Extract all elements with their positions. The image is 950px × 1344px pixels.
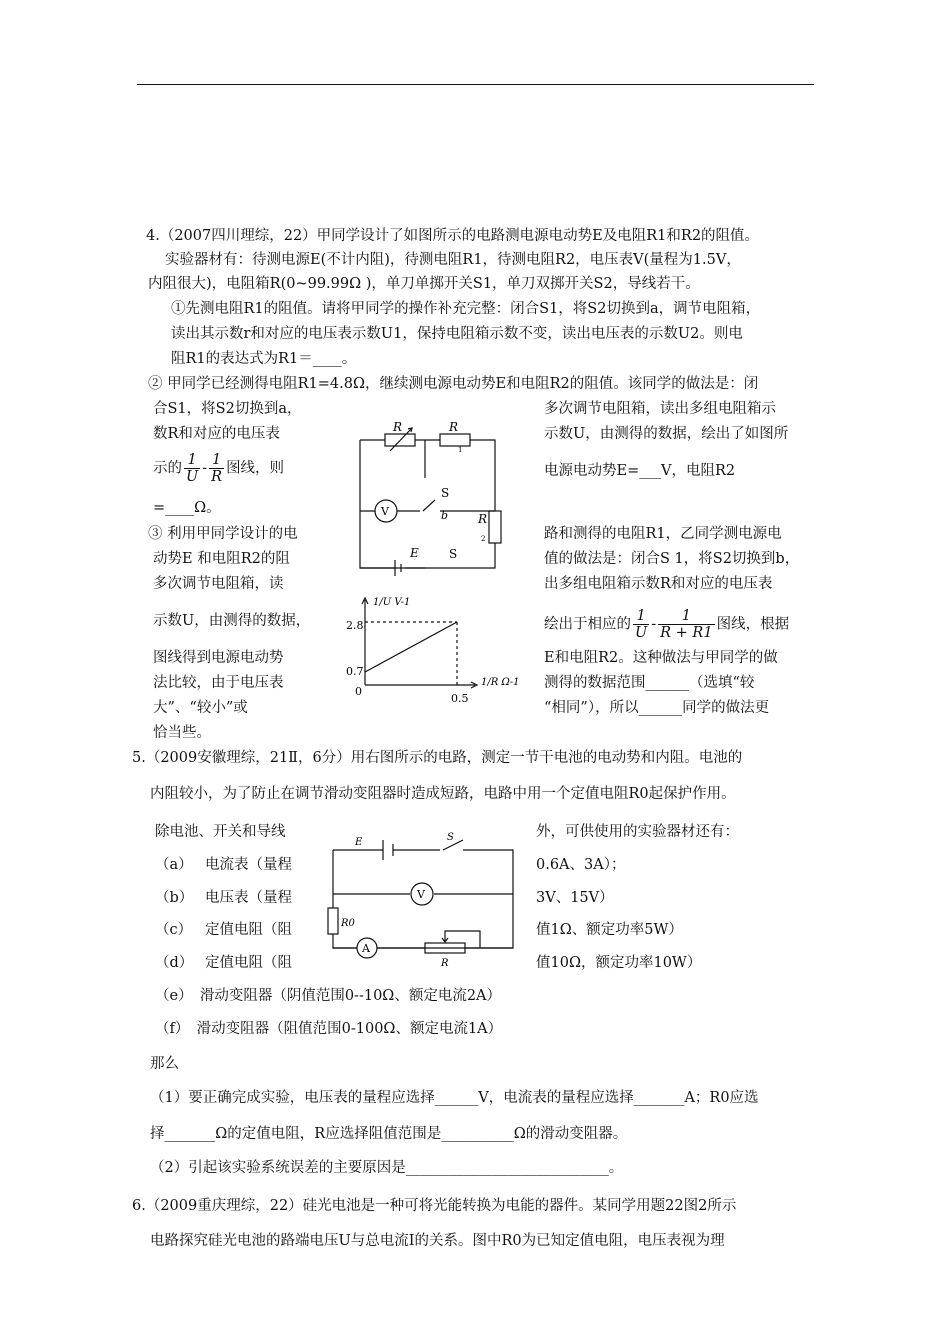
q5-line-3b: 外，可供使用的实验器材还有： [536,824,739,840]
q4-left-2: 数R和对应的电压表 [153,426,280,442]
circuit2-voltmeter-label: V [417,888,425,901]
graph-y-tick-low: 0.7 [346,665,364,678]
circuit1-label-E: E [410,546,419,560]
q6-line-2: 电路探究硅光电池的路端电压U与总电流I的关系。图中R0为已知定值电阻，电压表视为理 [150,1233,725,1249]
q4-line-5: 读出其示数r和对应的电压表示数U1，保持电阻箱示数不变，读出电压表的示数U2。则电 [171,326,743,342]
q4-left-4: =____Ω。 [153,500,221,516]
q5-line-2: 内阻较小，为了防止在调节滑动变阻器时造成短路，电路中用一个定值电阻R0起保护作用。 [150,786,736,802]
q5-item-b-key: （b） [155,890,194,906]
q4-line-7: ② 甲同学已经测得电阻R1=4.8Ω，继续测电源电动势E和电阻R2的阻值。该同学的做法是：闭 [148,376,759,392]
fraction-1-over-U: $\frac{1}{U}$ [186,452,199,485]
fraction-1-over-R-plus-R1: $\frac{1}{R + R1}$ [660,608,713,641]
circuit2-ammeter-label: A [362,942,370,955]
q5-item-a-key: （a） [155,857,193,873]
q5-item-b-rest: 3V、15V） [536,890,614,906]
q4-left-8: 示数U，由测得的数据， [153,613,311,629]
q4-right-5: 值的做法是：闭合S 1，将S2切换到b， [544,551,800,567]
q5-item-f: （f） 滑动变阻器（阻值范围0-100Ω、额定电流1A） [155,1021,503,1037]
circuit1-voltmeter-label: V [381,505,389,518]
graph-y-label: 1/U V-1 [373,597,411,608]
circuit1-label-S: S [441,486,450,500]
q5-item-b-text: 电压表（量程 [205,890,292,906]
circuit1-label-R: R [393,420,403,434]
q4-right-2: 示数U，由测得的数据，绘出了如图所 [544,426,789,442]
circuit1-label-b: b [441,509,449,522]
q4-line-4: ①先测电阻R1的阻值。请将甲同学的操作补充完整：闭合S1，将S2切换到a，调节电阻箱， [171,301,761,317]
q4-right-6: 出多组电阻箱示数R和对应的电压表 [544,576,773,592]
q4-right-7: 绘出于相应的 $\frac{1}{U}$ - $\frac{1}{R + R1}$ 图线，根据 [544,608,790,641]
q4-left-6: 动势E 和电阻R2的阻 [153,551,290,567]
graph-origin: 0 [355,685,362,698]
graph-data-line [365,622,457,672]
graph-x-tick: 0.5 [451,692,469,705]
graph-y-tick-high: 2.8 [346,619,364,632]
q4-left-9: 图线得到电源电动势 [153,650,284,666]
q4-line-3: 内阻很大)，电阻箱R(0~99.99Ω )，单刀单掷开关S1，单刀双掷开关S2，导线若干。 [148,276,700,292]
q4-left-7: 多次调节电阻箱，读 [153,576,284,592]
header-rule [137,84,814,85]
q5-item-e: （e） 滑动变阻器（阴值范围0--10Ω、额定电流2A） [155,988,502,1004]
circuit1-label-R1-sub: 1 [458,446,463,454]
circuit1-label-R1: R [449,420,459,434]
q5-line-3a: 除电池、开关和导线 [155,824,286,840]
circuit1-label-S1: S [449,547,458,561]
q4-left-1: 合S1，将S2切换到a， [153,401,302,417]
q4-left-10: 法比较，由于电压表 [153,675,284,691]
circuit2-label-S: S [447,832,454,843]
q5-item-c-rest: 值1Ω、额定功率5W） [536,922,683,938]
q4-left-3: 示的 $\frac{1}{U}$ - $\frac{1}{R}$ 图线，则 [153,452,285,485]
fraction-1-over-U-2: $\frac{1}{U}$ [635,608,648,641]
circuit2-label-R: R [441,958,449,969]
q6-line-1: 6.（2009重庆理综，22）硅光电池是一种可将光能转换为电能的器件。某同学用题22图2所示 [132,1198,737,1214]
q5-part-2: （2）引起该实验系统误差的主要原因是____________________________。 [150,1160,624,1176]
q4-left-5: ③ 利用甲同学设计的电 [148,526,298,542]
circuit1-label-R2-sub: 2 [481,535,486,543]
q5-item-d-rest: 值10Ω，额定功率10W） [536,955,702,971]
q5-part-1a: （1）要正确完成实验，电压表的量程应选择______V，电流表的量程应选择_______A；R0应选 [150,1090,759,1106]
circuit-diagram-1 [345,418,520,583]
circuit-diagram-2 [325,828,520,970]
q5-part-1b: 择_______Ω的定值电阻，R应选择阻值范围是__________Ω的滑动变阻器。 [150,1126,628,1142]
fraction-1-over-R: $\frac{1}{R}$ [211,452,223,485]
q4-right-3: 电源电动势E=___V，电阻R2 [544,463,736,479]
graph-x-label: 1/R Ω-1 [481,677,520,688]
circuit1-label-R2: R [478,512,488,526]
circuit2-label-R0: R0 [341,918,355,929]
q5-line-1: 5.（2009安徽理综，21Ⅱ，6分）用右图所示的电路，测定一节干电池的电动势和内阻。电池的 [132,750,743,766]
q4-right-4: 路和测得的电阻R1，乙同学测电源电 [544,526,782,542]
q5-item-d-key: （d） [155,955,194,971]
q5-item-a-rest: 0.6A、3A）； [536,857,626,873]
q4-right-9: 测得的数据范围______（选填“较 [544,675,755,691]
q4-left-12: 恰当些。 [153,725,211,741]
q4-line-2: 实验器材有：待测电源E(不计内阻)，待测电阻R1，待测电阻R2，电压表V(量程为1.5V， [165,252,741,268]
q4-left-11: 大”、“较小”或 [153,700,248,716]
q4-right-8: E和电阻R2。这种做法与甲同学的做 [544,650,778,666]
q4-line-1: 4.（2007四川理综，22）甲同学设计了如图所示的电路测电源电动势E及电阻R1和R2的阻值。 [146,228,760,244]
circuit2-label-E: E [355,837,363,848]
q4-right-10: “相同”），所以______同学的做法更 [544,700,770,716]
q5-item-c-key: （c） [155,922,193,938]
q4-right-1: 多次调节电阻箱，读出多组电阻箱示 [544,401,776,417]
q5-item-c-text: 定值电阻（阻 [205,922,292,938]
graph-1U-vs-1R [345,585,530,713]
q4-line-6: 阻R1的表达式为R1＝____。 [171,351,357,367]
q5-then: 那么 [150,1056,179,1072]
q5-item-d-text: 定值电阻（阻 [205,955,292,971]
q5-item-a-text: 电流表（量程 [205,857,292,873]
